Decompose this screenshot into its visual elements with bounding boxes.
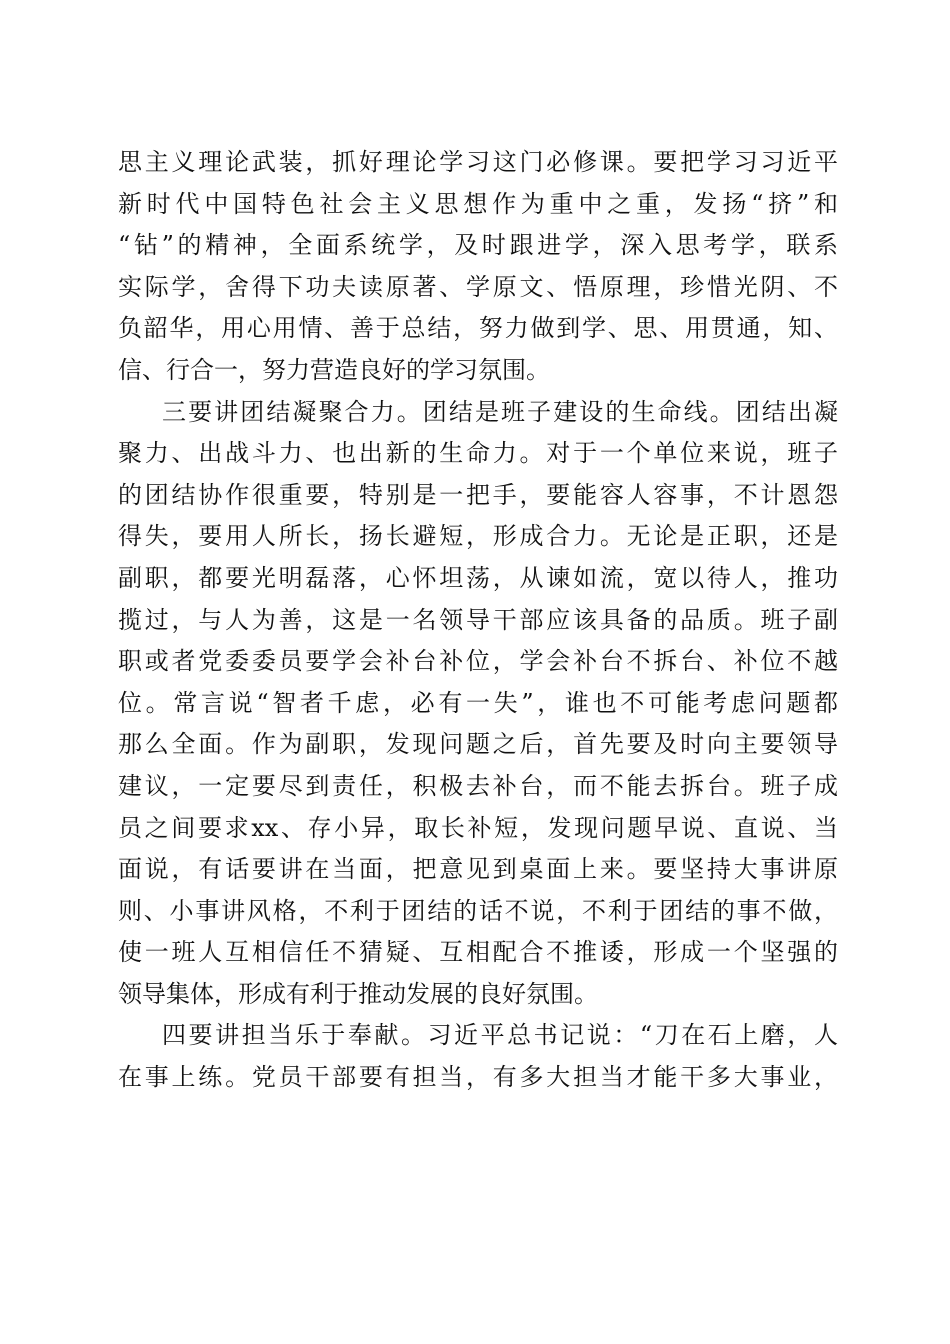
- text-line: 负韶华，用心用情、善于总结，努力做到学、思、用贯通，知、: [118, 314, 838, 343]
- text-line: 面说，有话要讲在当面，把意见到桌面上来。要坚持大事讲原: [118, 855, 838, 884]
- text-line: 建议，一定要尽到责任，积极去补台，而不能去拆台。班子成: [118, 771, 838, 800]
- text-line: 思主义理论武装，抓好理论学习这门必修课。要把学习习近平: [118, 148, 838, 176]
- text-line: 的团结协作很重要，特别是一把手，要能容人容事，不计恩怨: [118, 480, 838, 509]
- text-line: 员之间要求xx、存小异，取长补短，发现问题早说、直说、当: [118, 813, 838, 842]
- paragraph-start-line: 三要讲团结凝聚合力。团结是班子建设的生命线。团结出凝: [162, 397, 838, 426]
- text-line: 聚力、出战斗力、也出新的生命力。对于一个单位来说，班子: [118, 439, 838, 468]
- text-line: 领导集体，形成有利于推动发展的良好氛围。: [118, 979, 598, 1008]
- text-line: 则、小事讲风格，不利于团结的话不说，不利于团结的事不做，: [118, 896, 838, 925]
- text-line: 位。常言说“智者千虑，必有一失”，谁也不可能考虑问题都: [118, 688, 838, 717]
- text-line: 使一班人互相信任不猜疑、互相配合不推诿，形成一个坚强的: [118, 938, 838, 967]
- text-line: 新时代中国特色社会主义思想作为重中之重，发扬“挤”和: [118, 189, 838, 218]
- text-line: 在事上练。党员干部要有担当，有多大担当才能干多大事业，: [118, 1063, 838, 1092]
- text-line: “钻”的精神，全面系统学，及时跟进学，深入思考学，联系: [118, 231, 838, 260]
- paragraph-start-line: 四要讲担当乐于奉献。习近平总书记说：“刀在石上磨，人: [162, 1021, 838, 1050]
- text-line: 职或者党委委员要学会补台补位，学会补台不拆台、补位不越: [118, 647, 838, 676]
- text-line: 实际学，舍得下功夫读原著、学原文、悟原理，珍惜光阴、不: [118, 272, 838, 301]
- text-line: 那么全面。作为副职，发现问题之后，首先要及时向主要领导: [118, 730, 838, 759]
- text-line: 信、行合一，努力营造良好的学习氛围。: [118, 355, 550, 384]
- text-line: 揽过，与人为善，这是一名领导干部应该具备的品质。班子副: [118, 605, 838, 634]
- text-line: 得失，要用人所长，扬长避短，形成合力。无论是正职，还是: [118, 522, 838, 551]
- document-body: [118, 142, 838, 1099]
- text-line: 副职，都要光明磊落，心怀坦荡，从谏如流，宽以待人，推功: [118, 563, 838, 592]
